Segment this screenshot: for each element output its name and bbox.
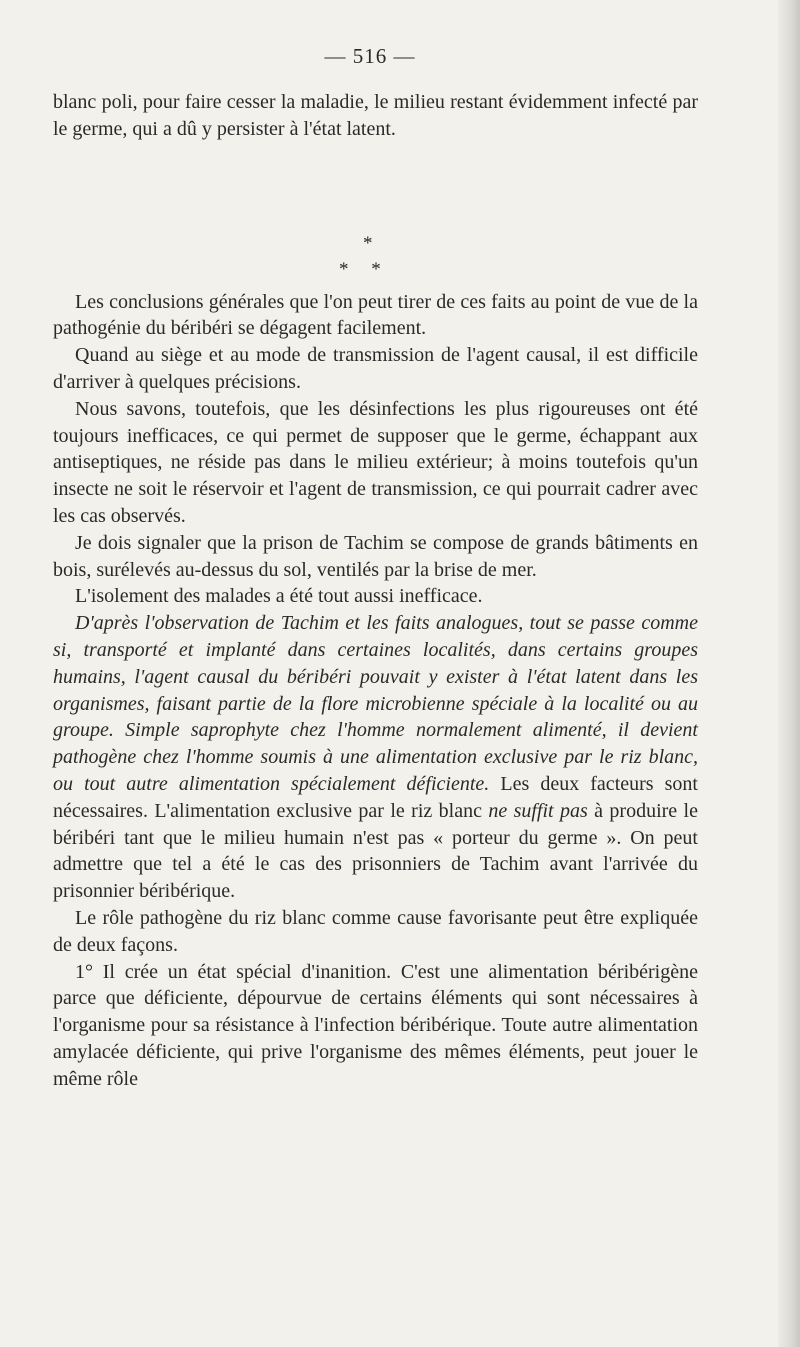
asterisk-bottom: * * — [339, 258, 381, 280]
paragraph-transmission: Quand au siège et au mode de transmission de l'agent causal, il est difficile d'arriver à quelques précisions. — [53, 344, 698, 393]
paragraph-role: Le rôle pathogène du riz blanc comme cause favorisante peut être expliquée de deux façons. — [53, 906, 698, 956]
section-break-asterism — [53, 143, 698, 289]
hypothesis-italic: D'après l'observation de Tachim et les faits analogues, tout se passe comme si, transporté et implanté dans certaines localités, dans certains groupes humains, l'agent causal du béribéri pouvait y exister à l'état latent dans les organismes, faisant partie de la flore microbienne spéciale à la localité ou au groupe. Simple saprophyte chez l'homme normalement alimenté, il devient pathogène chez l'homme soumis à une alimentation exclusive par le riz blanc, ou tout autre alimentation spécialement déficiente. — [53, 612, 698, 795]
paragraph-hypothesis — [53, 610, 698, 905]
paragraph-prison: Je dois signaler que la prison de Tachim se compose de grands bâtiments en bois, surélevés au-dessus du sol, ventilés par la brise de mer. — [53, 531, 698, 581]
hypothesis-italic-phrase: ne suffit pas — [488, 799, 588, 822]
paragraph-isolation: L'isolement des malades a été tout aussi inefficace. — [75, 585, 483, 608]
hypothesis-text-a: Les deux facteurs sont nécessaires. L'alimentation exclusive par le riz blanc — [53, 772, 698, 822]
paragraph-continuation: blanc poli, pour faire cesser la maladie, le milieu restant évidemment infecté par le germe, qui a dû y persister à l'état latent. — [53, 91, 698, 140]
page-number: — 516 — — [324, 44, 416, 68]
paragraph-conclusions: Les conclusions générales que l'on peut tirer de ces faits au point de vue de la pathogénie du béribéri se dégagent facilement. — [53, 290, 698, 340]
page-edge — [778, 0, 800, 1347]
hypothesis-text-c: à produire le béribéri tant que le milieu humain n'est pas « porteur du germe ». On peut admettre que tel a été le cas des prisonniers de Tachim avant l'arrivée du prisonnier béribérique. — [53, 799, 698, 903]
paragraph-disinfections: Nous savons, toutefois, que les désinfections les plus rigoureuses ont été toujours inefficaces, ce qui permet de supposer que le germe, échappant aux antiseptiques, ne réside pas dans le milieu extérieur; à moins toutefois qu'un insecte ne soit le réservoir et l'agent de transmission, ce qui pourrait cadrer avec les cas observés. — [53, 397, 698, 527]
body-text — [53, 89, 698, 1093]
asterisk-top: * — [363, 232, 373, 254]
paragraph-first-point: 1° Il crée un état spécial d'inanition. C'est une alimentation béribérigène parce que déficiente, dépourvue de certains éléments qui sont nécessaires à l'organisme pour sa résistance à l'infection béribérique. Toute autre alimentation amylacée déficiente, qui prive l'organisme des mêmes éléments, peut jouer le même rôle — [53, 960, 698, 1090]
